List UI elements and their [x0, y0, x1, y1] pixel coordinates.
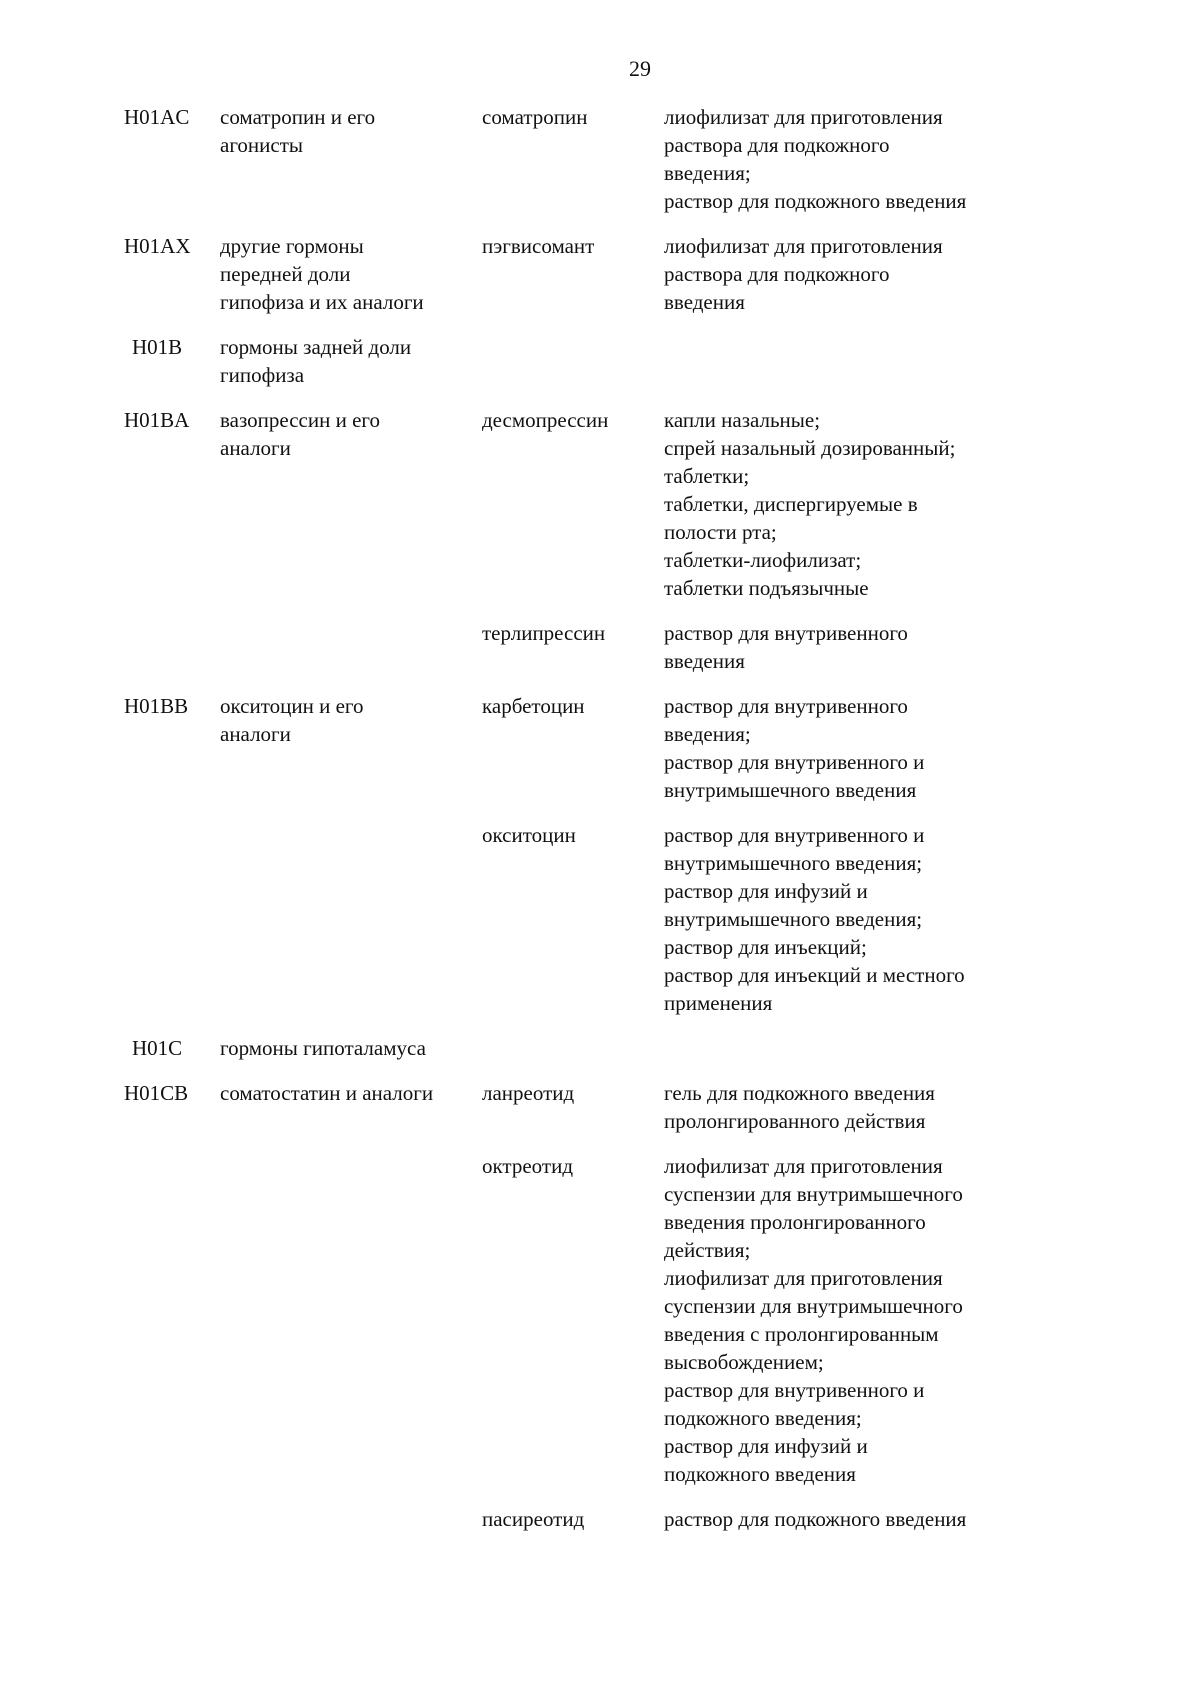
table-row	[124, 333, 1124, 389]
drug-name: октреотид	[482, 1154, 574, 1178]
table-row	[124, 821, 1124, 1017]
atc-code: H01B	[132, 335, 183, 359]
page-number: 29	[629, 56, 651, 81]
dosage-forms: раствор для внутривенного введения; раствор для внутривенного и внутримышечного введения	[664, 694, 925, 802]
atc-code: H01BB	[124, 694, 189, 718]
table-row	[124, 1152, 1124, 1488]
drug-name: десмопрессин	[482, 408, 609, 432]
anatomical-group: другие гормоны передней доли гипофиза и их аналоги	[220, 234, 424, 314]
atc-code: H01AX	[124, 234, 191, 258]
drug-name: пэгвисомант	[482, 234, 595, 258]
drug-name: терлипрессин	[482, 621, 606, 645]
anatomical-group: соматостатин и аналоги	[220, 1081, 434, 1105]
anatomical-group: гормоны задней доли гипофиза	[220, 335, 412, 387]
dosage-forms: раствор для внутривенного и внутримышечного введения; раствор для инфузий и внутримышечного введения; раствор для инъекций; раствор для инъекций и местного применения	[664, 823, 965, 1015]
table-row	[124, 692, 1124, 804]
anatomical-group: вазопрессин и его аналоги	[220, 408, 380, 460]
dosage-forms: лиофилизат для приготовления раствора для подкожного введения	[664, 234, 943, 314]
drug-table	[124, 103, 1124, 1533]
dosage-forms: капли назальные; спрей назальный дозированный; таблетки; таблетки, диспергируемые в полости рта; таблетки-лиофилизат; таблетки подъязычные	[664, 408, 956, 600]
drug-name: ланреотид	[482, 1081, 575, 1105]
table-row	[124, 103, 1124, 215]
drug-name: карбетоцин	[482, 694, 585, 718]
drug-name: соматропин	[482, 105, 588, 129]
table-row	[124, 1079, 1124, 1135]
atc-code: H01AC	[124, 105, 190, 129]
table-row	[124, 1505, 1124, 1533]
anatomical-group: гормоны гипоталамуса	[220, 1036, 426, 1060]
dosage-forms: раствор для подкожного введения	[664, 1507, 967, 1531]
dosage-forms: лиофилизат для приготовления раствора для подкожного введения; раствор для подкожного введения	[664, 105, 967, 213]
anatomical-group: окситоцин и его аналоги	[220, 694, 364, 746]
dosage-forms: гель для подкожного введения пролонгированного действия	[664, 1081, 935, 1133]
atc-code: H01C	[132, 1036, 183, 1060]
dosage-forms: раствор для внутривенного введения	[664, 621, 908, 673]
table-row	[124, 406, 1124, 602]
table-row	[124, 619, 1124, 675]
dosage-forms: лиофилизат для приготовления суспензии для внутримышечного введения пролонгированного действия; лиофилизат для приготовления суспензии для внутримышечного введения с пролонгированным высвобождением; раствор для внутривенного и подкожного введения; раствор для инфузий и подкожного введения	[664, 1154, 963, 1486]
drug-name: окситоцин	[482, 823, 576, 847]
drug-name: пасиреотид	[482, 1507, 585, 1531]
atc-code: H01CB	[124, 1081, 189, 1105]
table-row	[124, 232, 1124, 316]
atc-code: H01BA	[124, 408, 190, 432]
table-row	[124, 1034, 1124, 1062]
anatomical-group: соматропин и его агонисты	[220, 105, 376, 157]
